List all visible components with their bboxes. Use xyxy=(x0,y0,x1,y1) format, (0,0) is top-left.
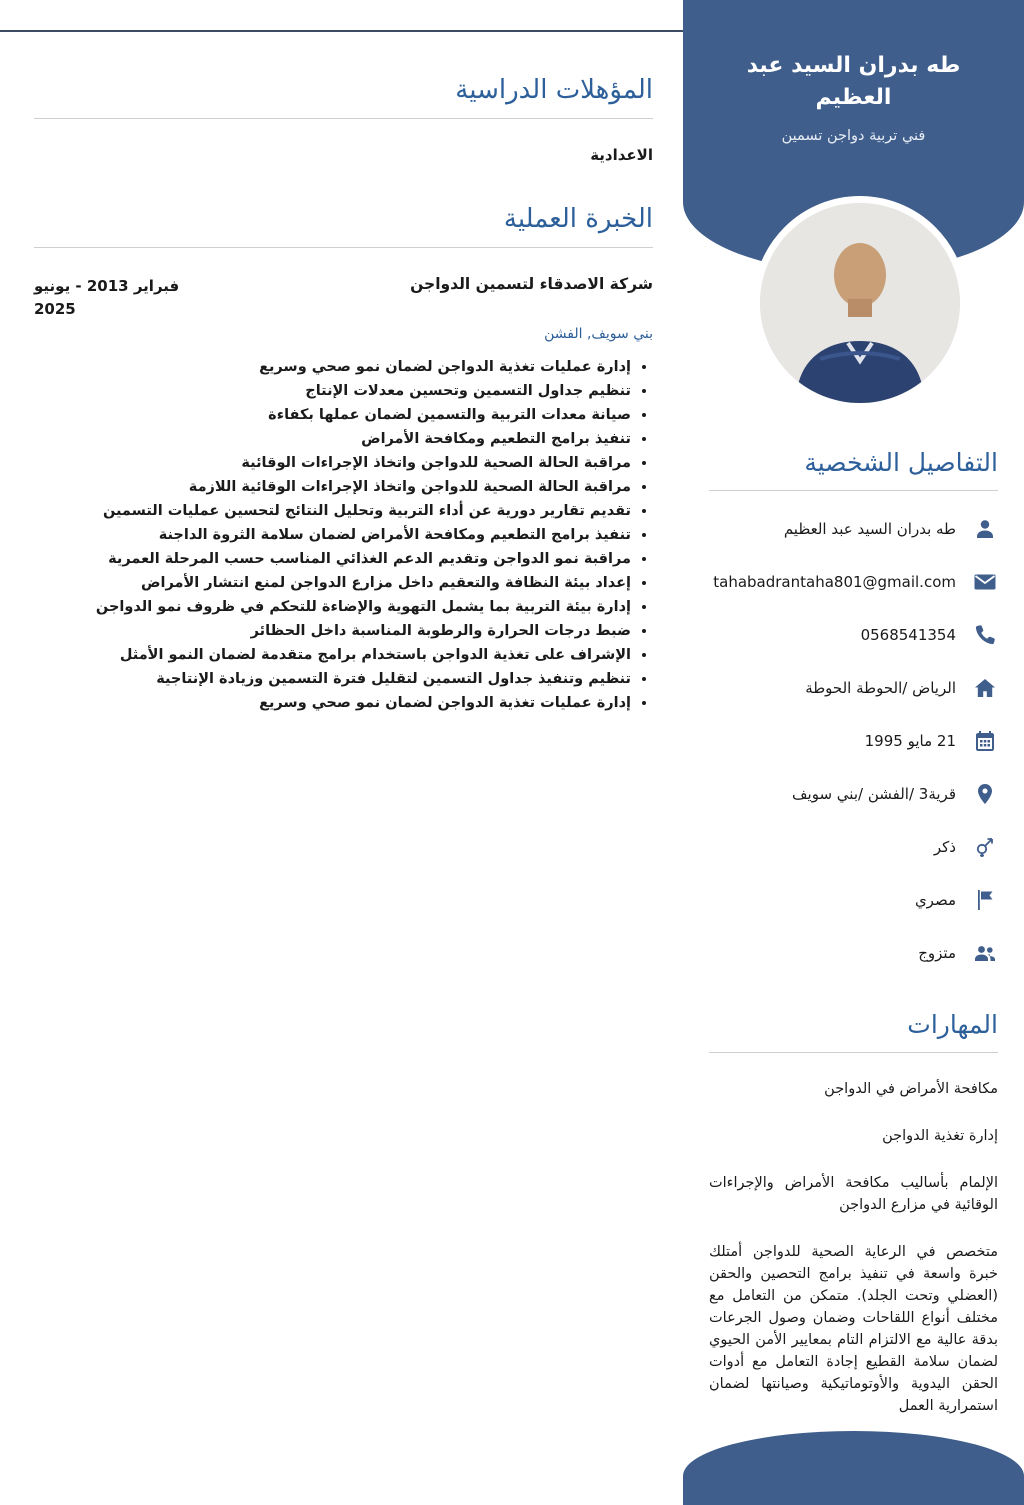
job-company: شركة الاصدقاء لتسمين الدواجن xyxy=(410,275,653,293)
profile-photo-placeholder xyxy=(760,203,960,403)
job-bullet: • تنظيم وتنفيذ جداول التسمين لتقليل فترة التسمين وزيادة الإنتاجية xyxy=(34,667,631,691)
location-pin-icon xyxy=(972,781,998,807)
detail-text: ذكر xyxy=(933,837,956,856)
phone-icon xyxy=(972,622,998,648)
detail-text: الرياض /الحوطة الحوطة xyxy=(805,678,956,697)
job-bullet: • تنفيذ برامج التطعيم ومكافحة الأمراض لضمان سلامة الثروة الداجنة xyxy=(34,523,631,547)
detail-item xyxy=(709,779,998,809)
sidebar-content xyxy=(683,448,1024,1417)
detail-text: tahabadrantaha801@gmail.com xyxy=(713,572,956,591)
email-icon xyxy=(972,569,998,595)
skill-item: إدارة تغذية الدواجن xyxy=(882,1128,998,1145)
job-bullets xyxy=(34,355,653,715)
person-icon xyxy=(972,516,998,542)
detail-item xyxy=(709,726,998,756)
job-bullet: • إدارة عمليات تغذية الدواجن لضمان نمو صحي وسريع xyxy=(34,355,631,379)
candidate-name: طه بدران السيد عبد العظيم xyxy=(746,53,961,110)
top-divider xyxy=(0,30,683,32)
job-bullet: • الإشراف على تغذية الدواجن باستخدام برامج متقدمة لضمان النمو الأمثل xyxy=(34,643,631,667)
marital-status-icon xyxy=(972,940,998,966)
job-bullet: • إدارة بيئة التربية بما يشمل التهوية والإضاءة للتحكم في ظروف نمو الدواجن xyxy=(34,595,631,619)
detail-item xyxy=(709,567,998,597)
job-location: بني سويف, الفشن xyxy=(544,326,653,342)
home-icon xyxy=(972,675,998,701)
job-bullet: • إدارة عمليات تغذية الدواجن لضمان نمو صحي وسريع xyxy=(34,691,631,715)
education-item: الاعدادية xyxy=(590,146,653,164)
skills-list xyxy=(709,1078,998,1417)
detail-item xyxy=(709,885,998,915)
job-bullet: • إعداد بيئة النظافة والتعقيم داخل مزارع الدواجن لمنع انتشار الأمراض xyxy=(34,571,631,595)
detail-item xyxy=(709,673,998,703)
skills-title: المهارات xyxy=(709,1010,998,1053)
job-bullet: • صيانة معدات التربية والتسمين لضمان عملها بكفاءة xyxy=(34,403,631,427)
detail-text: 0568541354 xyxy=(860,625,956,644)
job-header xyxy=(34,275,653,320)
job-bullet: • مراقبة الحالة الصحية للدواجن واتخاذ الإجراءات الوقائية اللازمة xyxy=(34,475,631,499)
sidebar-footer-shape xyxy=(683,1431,1024,1505)
job-dates: فبراير 2013 - يونيو 2025 xyxy=(34,277,180,318)
detail-text: 21 مايو 1995 xyxy=(864,731,956,750)
detail-item xyxy=(709,514,998,544)
job-bullet: • ضبط درجات الحرارة والرطوبة المناسبة داخل الحظائر xyxy=(34,619,631,643)
skill-item: الإلمام بأساليب مكافحة الأمراض والإجراءات الوقائية في مزارع الدواجن xyxy=(709,1175,998,1214)
detail-text: طه بدران السيد عبد العظيم xyxy=(783,519,956,538)
job-bullet: • تنظيم جداول التسمين وتحسين معدلات الإنتاج xyxy=(34,379,631,403)
job-bullet: • مراقبة نمو الدواجن وتقديم الدعم الغذائي المناسب حسب المرحلة العمرية xyxy=(34,547,631,571)
nationality-flag-icon xyxy=(972,887,998,913)
personal-details-title: التفاصيل الشخصية xyxy=(709,448,998,491)
education-title: المؤهلات الدراسية xyxy=(34,75,653,119)
details-list xyxy=(709,514,998,968)
job-bullet: • تنفيذ برامج التطعيم ومكافحة الأمراض xyxy=(34,427,631,451)
education-list xyxy=(34,146,653,164)
skill-item: متخصص في الرعاية الصحية للدواجن أمتلك خبرة واسعة في تنفيذ برامج التحصين والحقن (العضلي وتحت الجلد). متمكن من التعامل مع مختلف أنواع اللقاحات وضمان وصول الجرعات بدقة عالية مع الالتزام التام بمعايير الأمن الحيوي لضمان سلامة القطيع إجادة التعامل مع أدوات الحقن اليدوية والأوتوماتيكية وصيانتها لضمان استمرارية العمل xyxy=(709,1244,998,1415)
profile-photo xyxy=(753,196,967,410)
detail-text: قرية3 /الفشن /بني سويف xyxy=(792,784,956,803)
job-bullet: • تقديم تقارير دورية عن أداء التربية وتحليل النتائج لتحسين عمليات التسمين xyxy=(34,499,631,523)
gender-icon xyxy=(972,834,998,860)
sidebar xyxy=(683,0,1024,1505)
job-bullet: • مراقبة الحالة الصحية للدواجن واتخاذ الإجراءات الوقائية xyxy=(34,451,631,475)
calendar-icon xyxy=(972,728,998,754)
candidate-job-title: فني تربية دواجن تسمين xyxy=(781,127,926,144)
detail-item xyxy=(709,832,998,862)
detail-text: متزوج xyxy=(918,943,956,962)
detail-item xyxy=(709,620,998,650)
skill-item: مكافحة الأمراض في الدواجن xyxy=(824,1081,998,1097)
experience-title: الخبرة العملية xyxy=(34,204,653,248)
detail-item xyxy=(709,938,998,968)
detail-text: مصري xyxy=(914,890,956,909)
